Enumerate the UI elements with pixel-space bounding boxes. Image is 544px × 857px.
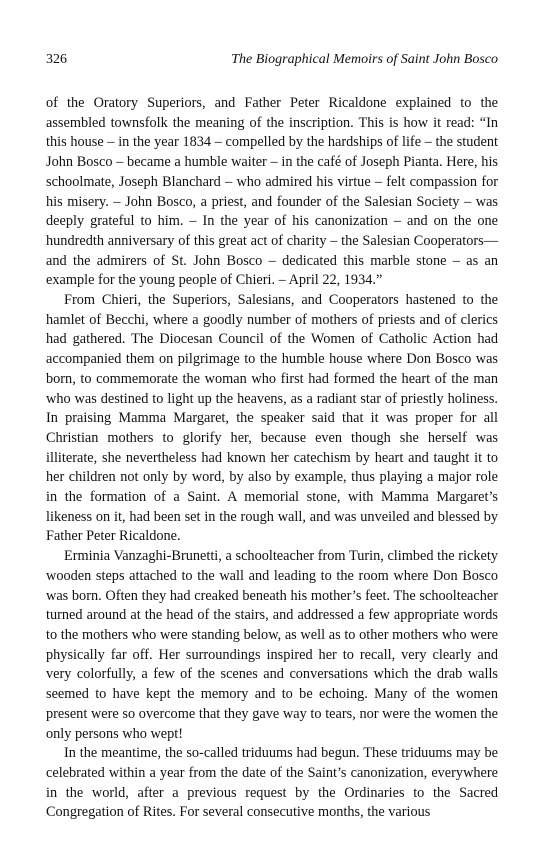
paragraph-becchi: From Chieri, the Superiors, Salesians, and Cooperators hastened to the hamlet of Becchi, where a goodly number of mothers of priests and of clerics had gathered. The Diocesan Council of the Women of Catholic Action had accompanied them on pilgrimage to the humble house where Don Bosco was born, to commemorate the woman who first had formed the heart of the man who was destined to light up the heavens, as a radiant star of priestly holiness. In praising Mamma Margaret, the speaker said that it was proper for all Christian mothers to glorify her, because even though she herself was illiterate, she nevertheless had known her catechism by heart and taught it to her children not only by word, by also by example, thus playing a major role in the formation of a Saint. A memorial stone, with Mamma Margaret’s likeness on it, had been set in the rough wall, and was unveiled and blessed by Father Peter Ricaldone. (46, 292, 498, 545)
paragraph-erminia: Erminia Vanzaghi-Brunetti, a schoolteacher from Turin, climbed the rickety wooden steps attached to the wall and leading to the room where Don Bosco was born. Often they had creaked beneath his mother’s feet. The schoolteacher turned around at the head of the stairs, and addressed a few appropriate words to the mothers who were standing below, as well as to other mothers who were physically far off. Her surroundings inspired her to recall, very clearly and very colorfully, a few of the scenes and conversations which the drab walls seemed to have kept the memory and to be echoing. Many of the women present were so overcome that they gave way to tears, nor were the women the only persons who wept! (46, 548, 498, 742)
page-number: 326 (46, 52, 67, 67)
running-title: The Biographical Memoirs of Saint John Bosco (231, 52, 498, 67)
body-text (46, 94, 498, 823)
paragraph-continuation: of the Oratory Superiors, and Father Peter Ricaldone explained to the assembled townsfolk the meaning of the inscription. This is how it read: “In this house – in the year 1834 – compelled by the hardships of life – the student John Bosco – became a humble waiter – in the café of Joseph Pianta. Here, his schoolmate, Joseph Blanchard – who admired his virtue – felt compassion for his misery. – John Bosco, a priest, and founder of the Salesian Society – was deeply grateful to him. – In the year of his canonization – and on the one hundredth anniversary of this great act of charity – the Salesian Cooperators—and the admirers of St. John Bosco – dedicated this marble stone – as an example for the young people of Chieri. – April 22, 1934.” (46, 95, 498, 289)
page-header (46, 50, 498, 70)
paragraph-triduums: In the meantime, the so-called triduums had begun. These triduums may be celebrated within a year from the date of the Saint’s canonization, everywhere in the world, after a previous request by the Ordinaries to the Sacred Congregation of Rites. For several consecutive months, the various (46, 745, 498, 821)
